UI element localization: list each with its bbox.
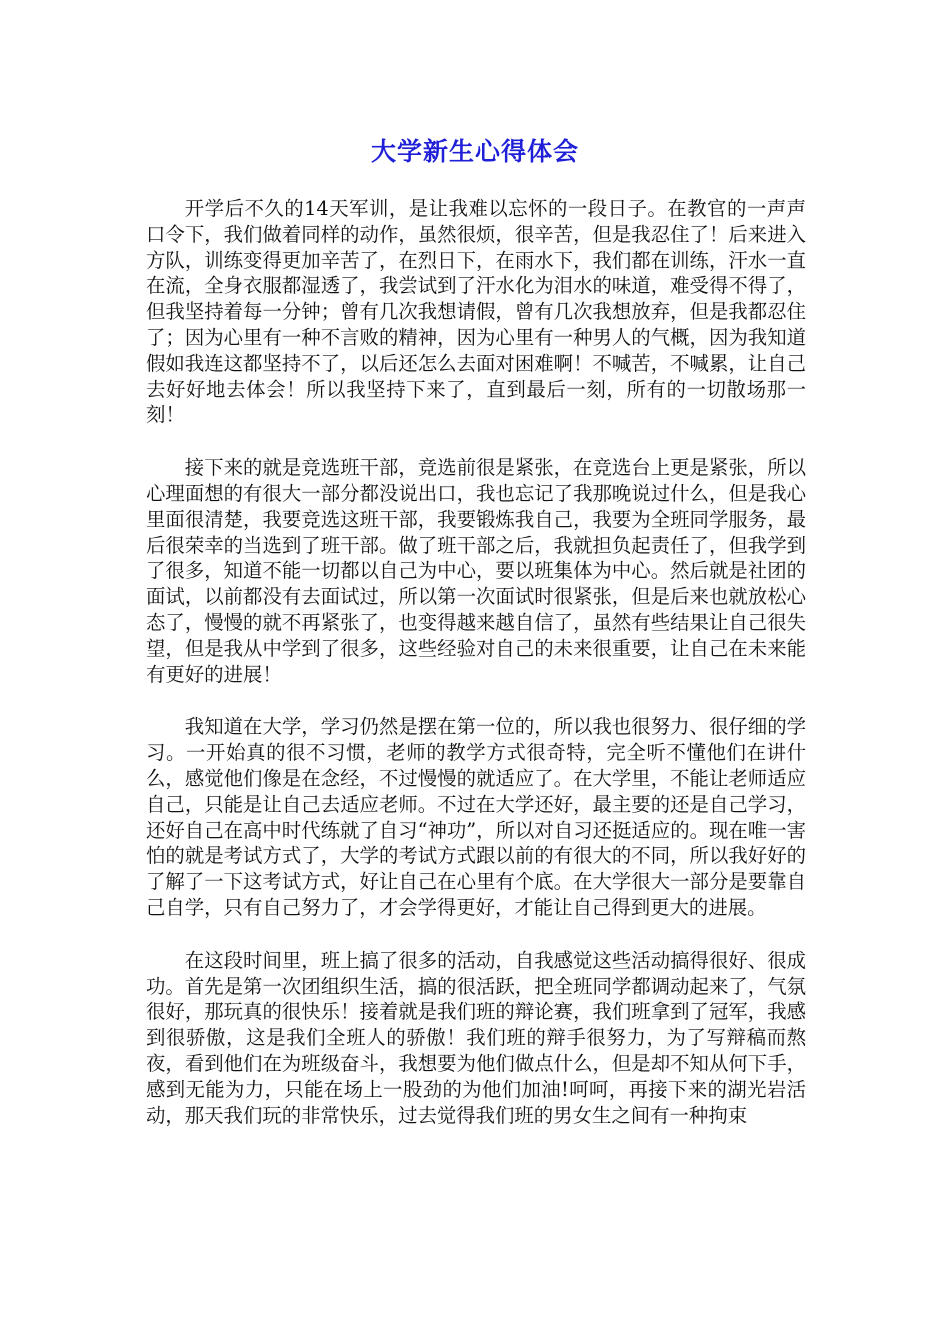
document-body [146, 196, 806, 1155]
paragraph-class-election: 接下来的就是竞选班干部，竞选前很是紧张，在竞选台上更是紧张，所以心理面想的有很大一部分都没说出口，我也忘记了我那晚说过什么，但是我心里面很清楚，我要竞选这班干部，我要锻炼我自己，我要为全班同学服务，最后很荣幸的当选到了班干部。做了班干部之后，我就担负起责任了，但我学到了很多，知道不能一切都以自己为中心，要以班集体为中心。然后就是社团的面试，以前都没有去面试过，所以第一次面试时很紧张，但是后来也就放松心态了，慢慢的就不再紧张了，也变得越来越自信了，虽然有些结果让自己很失望，但是我从中学到了很多，这些经验对自己的未来很重要，让自己在未来能有更好的进展！ [146, 456, 806, 686]
paragraph-study: 我知道在大学，学习仍然是摆在第一位的，所以我也很努力、很仔细的学习。一开始真的很不习惯，老师的教学方式很奇特，完全听不懂他们在讲什么，感觉他们像是在念经，不过慢慢的就适应了。在大学里，不能让老师适应自己，只能是让自己去适应老师。不过在大学还好，最主要的还是自己学习，还好自己在高中时代练就了自习“神功”，所以对自习还挺适应的。现在唯一害怕的就是考试方式了，大学的考试方式跟以前的有很大的不同，所以我好好的了解了一下这考试方式，好让自己在心里有个底。在大学很大一部分是要靠自己自学，只有自己努力了，才会学得更好，才能让自己得到更大的进展。 [146, 715, 806, 919]
paragraph-class-activities: 在这段时间里，班上搞了很多的活动，自我感觉这些活动搞得很好、很成功。首先是第一次团组织生活，搞的很活跃，把全班同学都调动起来了，气氛很好，那玩真的很快乐！接着就是我们班的辩论赛，我们班拿到了冠军，我感到很骄傲，这是我们全班人的骄傲！我们班的辩手很努力，为了写辩稿而熬夜，看到他们在为班级奋斗，我想要为他们做点什么，但是却不知从何下手，感到无能为力，只能在场上一股劲的为他们加油!呵呵，再接下来的湖光岩活动，那天我们玩的非常快乐，过去觉得我们班的男女生之间有一种拘束 [146, 948, 806, 1127]
paragraph-military-training: 开学后不久的14天军训，是让我难以忘怀的一段日子。在教官的一声声口令下，我们做着同样的动作，虽然很烦，很辛苦，但是我忍住了！后来进入方队，训练变得更加辛苦了，在烈日下，在雨水下，我们都在训练，汗水一直在流，全身衣服都湿透了，我尝试到了汗水化为泪水的味道，难受得不得了，但我坚持着每一分钟；曾有几次我想请假，曾有几次我想放弃，但是我都忍住了；因为心里有一种不言败的精神，因为心里有一种男人的气概，因为我知道假如我连这都坚持不了，以后还怎么去面对困难啊！不喊苦，不喊累，让自己去好好地去体会！所以我坚持下来了，直到最后一刻，所有的一切散场那一刻！ [146, 197, 806, 427]
document-title: 大学新生心得体会 [370, 137, 579, 166]
